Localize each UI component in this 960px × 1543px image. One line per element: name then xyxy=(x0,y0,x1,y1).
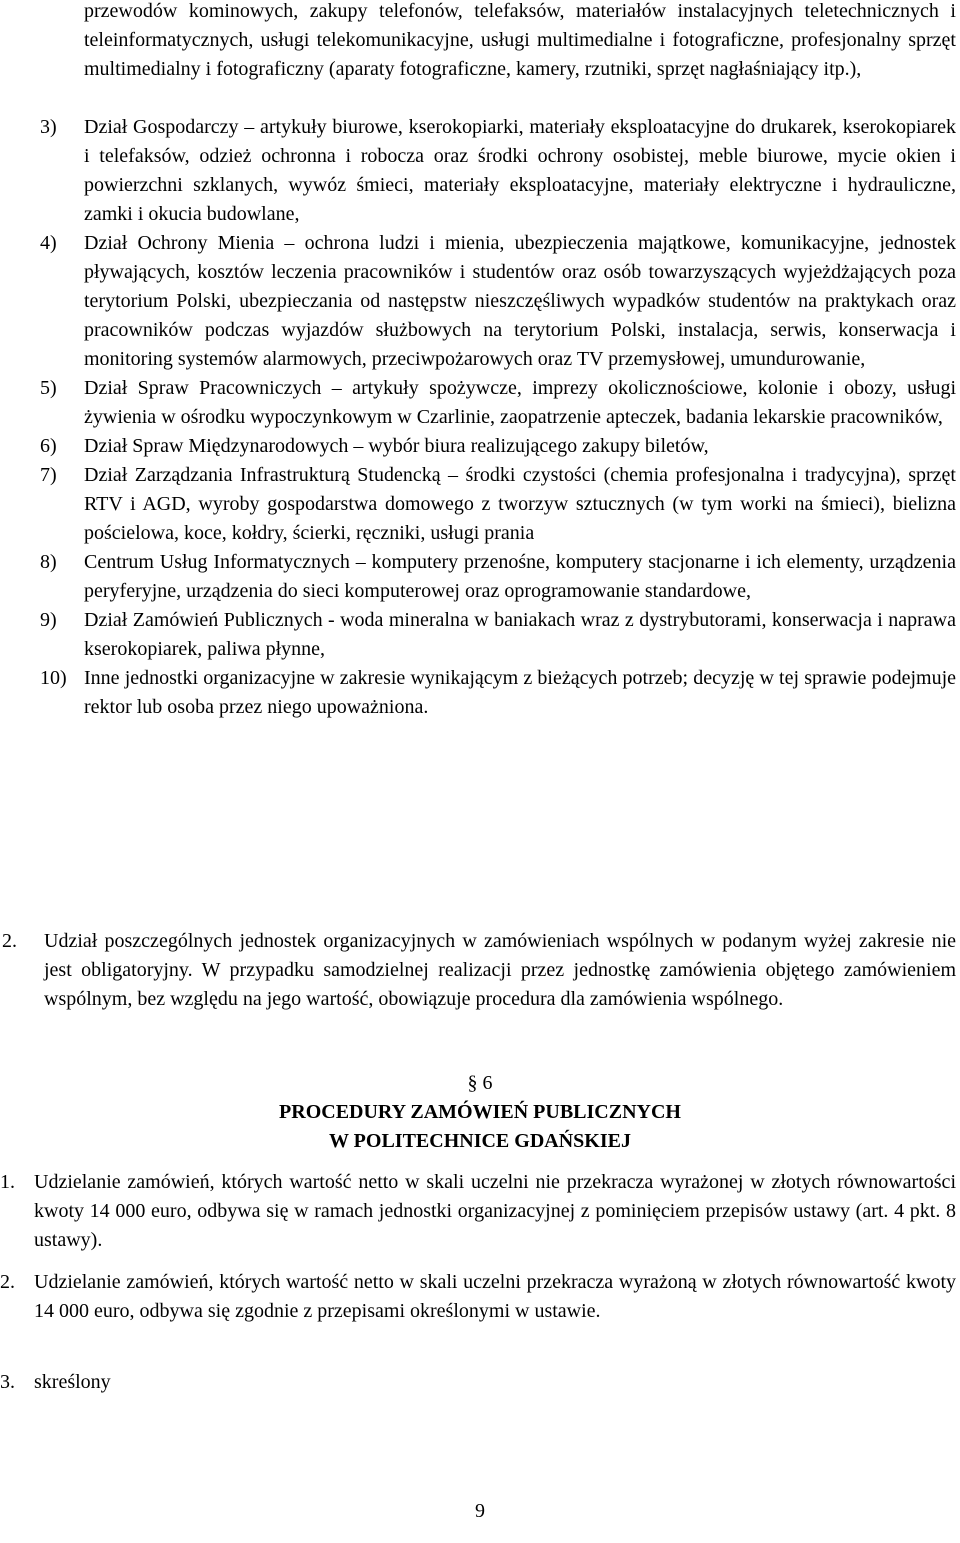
list-item-text: Dział Zamówień Publicznych - woda mineralna w baniakach wraz z dystrybutorami, konserwacja i naprawa kserokopiarek, paliwa płynne, xyxy=(84,609,956,660)
list-item-number: 5) xyxy=(40,377,57,399)
section-paragraph xyxy=(0,1168,956,1255)
section-heading xyxy=(0,1069,960,1156)
section-title-line-2: W POLITECHNICE GDAŃSKIEJ xyxy=(329,1130,631,1152)
section-title-line-1: PROCEDURY ZAMÓWIEŃ PUBLICZNYCH xyxy=(279,1101,681,1123)
list-item-number: 7) xyxy=(40,464,57,486)
list-item xyxy=(40,229,956,374)
list-item xyxy=(40,432,956,461)
list-item-number: 9) xyxy=(40,609,57,631)
list-item-text: Dział Ochrony Mienia – ochrona ludzi i mienia, ubezpieczenia majątkowe, komunikacyjne, jednostek pływających, kosztów leczenia pracowników i studentów oraz osób towarzyszących wyjeżdżających poza terytorium Polski, ubezpieczania od następstw nieszczęśliwych wypadków studentów na praktykach oraz pracowników podczas wyjazdów służbowych na terytorium Polski, instalacja, serwis, konserwacja i monitoring systemów alarmowych, przeciwpożarowych oraz TV przemysłowej, umundurowanie, xyxy=(84,232,956,370)
list-item-text: Dział Spraw Międzynarodowych – wybór biura realizującego zakupy biletów, xyxy=(84,435,709,457)
list-item-number: 10) xyxy=(40,667,67,689)
list-item-text: Inne jednostki organizacyjne w zakresie wynikającym z bieżących potrzeb; decyzję w tej sprawie podejmuje rektor lub osoba przez niego upoważniona. xyxy=(84,667,956,718)
continuation-text: przewodów kominowych, zakupy telefonów, telefaksów, materiałów instalacyjnych teletechnicznych i teleinformatycznych, usługi telekomunikacyjne, usługi multimedialne i fotograficzne, profesjonalny sprzęt multimedialny i fotograficzny (aparaty fotograficzne, kamery, rzutniki, sprzęt nagłaśniający itp.), xyxy=(84,0,956,80)
page-number: 9 xyxy=(475,1500,485,1522)
list-item xyxy=(40,606,956,664)
list-item xyxy=(40,113,956,229)
section-paragraph xyxy=(0,1368,956,1397)
list-item-text: Dział Gospodarczy – artykuły biurowe, kserokopiarki, materiały eksploatacyjne do drukarek, kserokopiarek i telefaksów, odzież ochronna i robocza oraz środki ochrony osobistej, meble biurowe, mycie okien i powierzchni szklanych, wywóz śmieci, materiały eksploatacyjne, materiały elektryczne i hydrauliczne, zamki i okucia budowlane, xyxy=(84,116,956,225)
paragraph-text: skreślony xyxy=(34,1371,111,1393)
paragraph-text: Udzielanie zamówień, których wartość netto w skali uczelni nie przekracza wyrażonej w złotych równowartości kwoty 14 000 euro, odbywa się w ramach jednostki organizacyjnej z pominięciem przepisów ustawy (art. 4 pkt. 8 ustawy). xyxy=(34,1171,956,1251)
department-list xyxy=(40,113,956,722)
paragraph-number: 3. xyxy=(0,1371,15,1393)
paragraph-number: 1. xyxy=(0,1171,15,1193)
section-paragraph xyxy=(0,1268,956,1326)
list-item xyxy=(40,374,956,432)
list-item-number: 8) xyxy=(40,551,57,573)
list-item-number: 6) xyxy=(40,435,57,457)
paragraph-number: 2. xyxy=(0,1271,15,1293)
list-item-text: Centrum Usług Informatycznych – komputery przenośne, komputery stacjonarne i ich elementy, urządzenia peryferyjne, urządzenia do sieci komputerowej oraz oprogramowanie standardowe, xyxy=(84,551,956,602)
list-item-number: 3) xyxy=(40,116,57,138)
paragraph-number: 2. xyxy=(2,930,17,952)
paragraph-text: Udział poszczególnych jednostek organizacyjnych w zamówieniach wspólnych w podanym wyżej zakresie nie jest obligatoryjny. W przypadku samodzielnej realizacji przez jednostkę zamówienia objętego zamówieniem wspólnym, bez względu na jego wartość, obowiązuje procedura dla zamówienia wspólnego. xyxy=(44,930,956,1010)
section-symbol: § 6 xyxy=(467,1072,493,1094)
list-item-text: Dział Spraw Pracowniczych – artykuły spożywcze, imprezy okolicznościowe, kolonie i obozy, usługi żywienia w ośrodku wypoczynkowym w Czarlinie, zaopatrzenie apteczek, badania lekarskie pracowników, xyxy=(84,377,956,428)
list-item xyxy=(40,664,956,722)
paragraph-text: Udzielanie zamówień, których wartość netto w skali uczelni przekracza wyrażoną w złotych równowartość kwoty 14 000 euro, odbywa się zgodnie z przepisami określonymi w ustawie. xyxy=(34,1271,956,1322)
paragraph-2 xyxy=(2,927,956,1014)
list-item-number: 4) xyxy=(40,232,57,254)
list-item-text: Dział Zarządzania Infrastrukturą Studencką – środki czystości (chemia profesjonalna i tradycyjna), sprzęt RTV i AGD, wyroby gospodarstwa domowego z tworzyw sztucznych (w tym worki na śmieci), bielizna pościelowa, koce, kołdry, ścierki, ręczniki, usługi prania xyxy=(84,464,956,544)
list-item xyxy=(40,548,956,606)
list-item xyxy=(40,461,956,548)
